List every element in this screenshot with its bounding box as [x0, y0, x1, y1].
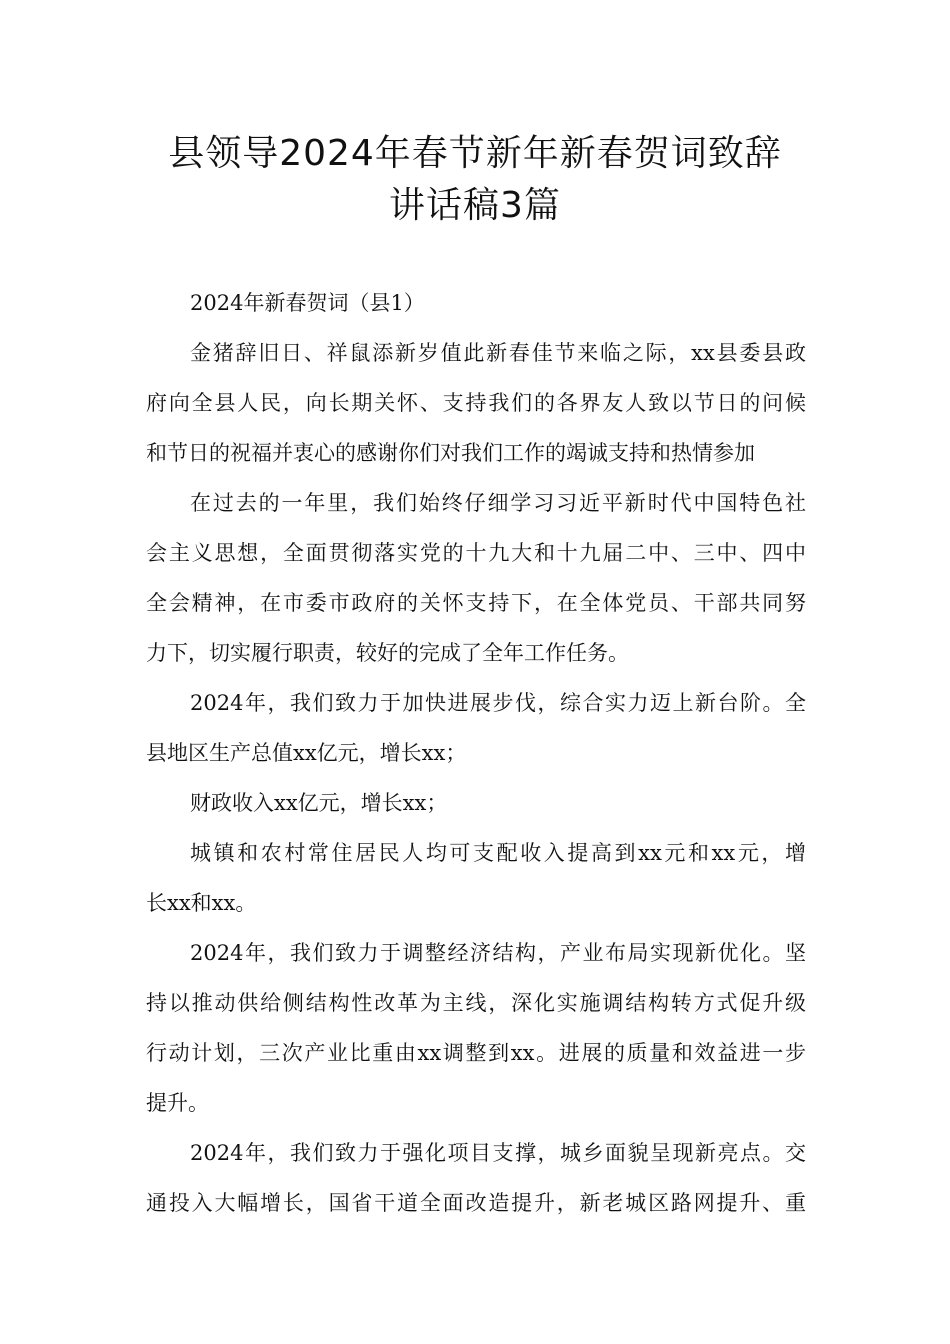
- document-body: [146, 278, 806, 1228]
- body-text-line: 金猪辞旧日、祥鼠添新岁值此新春佳节来临之际，xx县委县政: [190, 341, 806, 365]
- body-text-line: 县地区生产总值xx亿元，增长xx；: [146, 741, 467, 765]
- body-text-line: 持以推动供给侧结构性改革为主线，深化实施调结构转方式促升级: [146, 991, 806, 1015]
- body-text-line: 长xx和xx。: [146, 891, 257, 915]
- body-text-line: 城镇和农村常住居民人均可支配收入提高到xx元和xx元，增: [190, 841, 806, 865]
- body-text-line: 2024年，我们致力于调整经济结构，产业布局实现新优化。坚: [190, 941, 806, 965]
- document-title-line-2: 讲话稿3篇: [389, 185, 561, 226]
- body-text-line: 2024年新春贺词（县1）: [190, 291, 425, 315]
- body-text-line: 财政收入xx亿元，增长xx；: [190, 791, 448, 815]
- body-text-line: 力下，切实履行职责，较好的完成了全年工作任务。: [146, 641, 629, 665]
- body-text-line: 在过去的一年里，我们始终仔细学习习近平新时代中国特色社: [190, 491, 806, 515]
- body-text-line: 通投入大幅增长，国省干道全面改造提升，新老城区路网提升、重: [146, 1191, 806, 1215]
- body-text-line: 2024年，我们致力于加快进展步伐，综合实力迈上新台阶。全: [190, 691, 806, 715]
- body-text-line: 行动计划，三次产业比重由xx调整到xx。进展的质量和效益进一步: [146, 1041, 806, 1065]
- body-text-line: 会主义思想，全面贯彻落实党的十九大和十九届二中、三中、四中: [146, 541, 806, 565]
- body-text-line: 府向全县人民，向长期关怀、支持我们的各界友人致以节日的问候: [146, 391, 806, 415]
- body-text-line: 全会精神，在市委市政府的关怀支持下，在全体党员、干部共同努: [146, 591, 806, 615]
- document-title-line-1: 县领导2024年春节新年新春贺词致辞: [168, 133, 782, 174]
- body-text-line: 提升。: [146, 1091, 209, 1115]
- body-text-line: 和节日的祝福并衷心的感谢你们对我们工作的竭诚支持和热情参加: [146, 441, 755, 465]
- body-text-line: 2024年，我们致力于强化项目支撑，城乡面貌呈现新亮点。交: [190, 1141, 806, 1165]
